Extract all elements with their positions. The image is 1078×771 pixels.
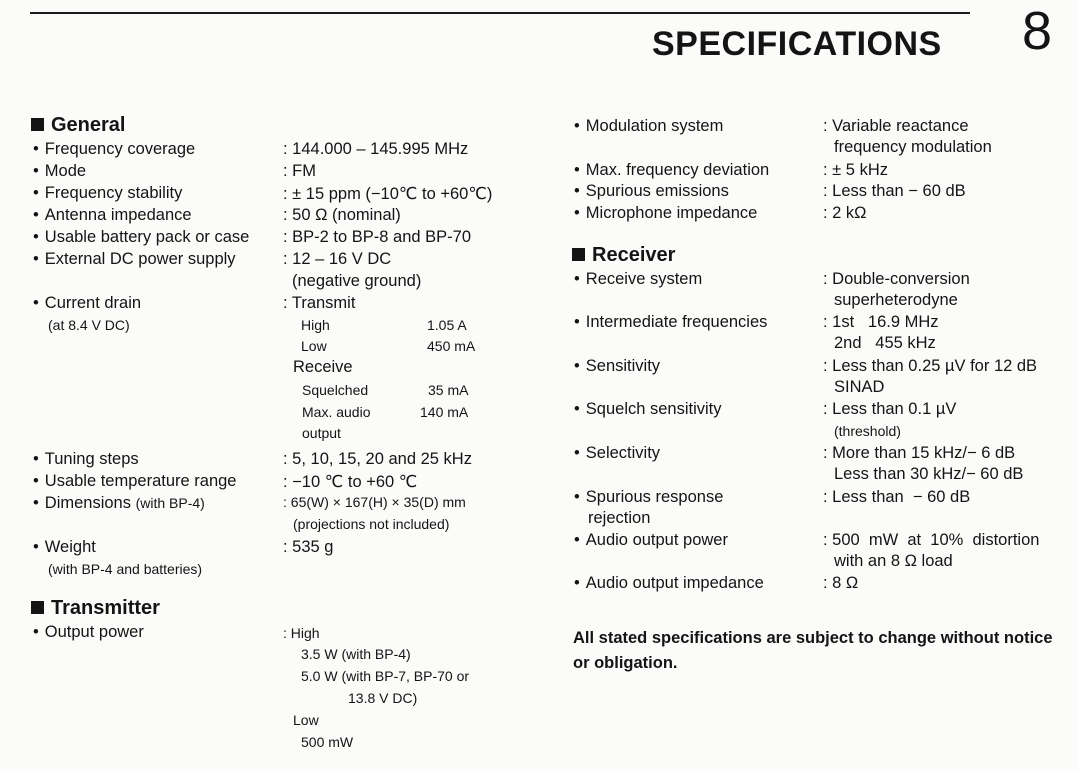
spec-label-antenna-impedance: • Antenna impedance	[33, 206, 192, 225]
spec-current-high-value: 1.05 A	[427, 317, 467, 333]
spec-value-spurious-response: : Less than − 60 dB	[823, 488, 971, 506]
spec-value-frequency-stability: : ± 15 ppm (−10℃ to +60℃)	[283, 185, 493, 203]
spec-value-battery: : BP-2 to BP-8 and BP-70	[283, 228, 472, 246]
square-bullet-icon	[572, 248, 585, 261]
spec-sublabel-weight: (with BP-4 and batteries)	[48, 561, 203, 577]
spec-value-sensitivity: : Less than 0.25 µV for 12 dB	[823, 357, 1038, 375]
spec-current-squelched-label: Squelched	[302, 382, 369, 398]
spec-value-output-high-1: 3.5 W (with BP-4)	[301, 646, 411, 662]
section-heading-transmitter: Transmitter	[31, 597, 160, 620]
spec-current-low-value: 450 mA	[427, 338, 476, 354]
spec-value-audio-power-2: with an 8 Ω load	[834, 552, 953, 570]
spec-value-spurious-emissions: : Less than − 60 dB	[823, 182, 966, 200]
spec-label-if: • Intermediate frequencies	[574, 313, 767, 332]
spec-value-output-high: : High	[283, 625, 320, 641]
footer-note: All stated specifications are subject to change without notice or obligation.	[573, 629, 1053, 672]
spec-label-dc-supply: • External DC power supply	[33, 250, 236, 269]
spec-current-output-label: output	[302, 425, 341, 441]
spec-label-spurious-response: • Spurious response	[574, 488, 723, 507]
spec-current-squelched-value: 35 mA	[428, 382, 469, 398]
spec-label-audio-power: • Audio output power	[574, 531, 728, 550]
spec-label-modulation: • Modulation system	[574, 117, 723, 136]
chapter-number: 8	[1022, 1, 1053, 61]
spec-value-dimensions: : 65(W) × 167(H) × 35(D) mm	[283, 494, 466, 510]
section-heading-general: General	[31, 114, 125, 137]
spec-label-weight: • Weight	[33, 538, 96, 557]
spec-current-high-label: High	[301, 317, 330, 333]
spec-sublabel-current-drain: (at 8.4 V DC)	[48, 317, 130, 333]
spec-value-dc-supply: : 12 – 16 V DC	[283, 250, 392, 268]
section-heading-receiver: Receiver	[572, 244, 675, 267]
spec-current-max-audio-value: 140 mA	[420, 404, 469, 420]
spec-value-selectivity-2: Less than 30 kHz/− 60 dB	[834, 465, 1024, 483]
spec-value-if-1st: : 1st 16.9 MHz	[823, 313, 939, 331]
spec-label-frequency-coverage: • Frequency coverage	[33, 140, 195, 159]
spec-value-temperature: : −10 ℃ to +60 ℃	[283, 473, 418, 491]
square-bullet-icon	[31, 601, 44, 614]
square-bullet-icon	[31, 118, 44, 131]
spec-value-selectivity: : More than 15 kHz/− 6 dB	[823, 444, 1016, 462]
spec-value-antenna-impedance: : 50 Ω (nominal)	[283, 206, 401, 224]
spec-label-output-power: • Output power	[33, 623, 144, 642]
spec-value-mode: : FM	[283, 162, 316, 180]
spec-label-squelch: • Squelch sensitivity	[574, 400, 722, 419]
spec-value-modulation-2: frequency modulation	[834, 138, 992, 156]
spec-label-max-deviation: • Max. frequency deviation	[574, 161, 769, 180]
spec-label-temperature: • Usable temperature range	[33, 472, 236, 491]
spec-value-max-deviation: : ± 5 kHz	[823, 161, 888, 179]
spec-label-battery: • Usable battery pack or case	[33, 228, 249, 247]
spec-value-receive-system: : Double-conversion	[823, 270, 970, 288]
spec-value-if-2nd: 2nd 455 kHz	[834, 334, 936, 352]
spec-value-transmit: : Transmit	[283, 294, 356, 312]
spec-label-spurious-emissions: • Spurious emissions	[574, 182, 729, 201]
spec-value-mic-impedance: : 2 kΩ	[823, 204, 867, 222]
header-rule	[30, 12, 970, 14]
spec-value-output-high-3: 13.8 V DC)	[348, 690, 418, 706]
spec-value-frequency-coverage: : 144.000 – 145.995 MHz	[283, 140, 469, 158]
spec-value-squelch: : Less than 0.1 µV	[823, 400, 957, 418]
spec-current-low-label: Low	[301, 338, 327, 354]
spec-value-modulation: : Variable reactance	[823, 117, 969, 135]
spec-value-dimensions-note: (projections not included)	[293, 516, 450, 532]
spec-value-tuning-steps: : 5, 10, 15, 20 and 25 kHz	[283, 450, 472, 468]
spec-value-sensitivity-2: SINAD	[834, 378, 885, 396]
spec-label-selectivity: • Selectivity	[574, 444, 660, 463]
spec-label-mode: • Mode	[33, 162, 86, 181]
spec-value-weight: : 535 g	[283, 538, 334, 556]
spec-label-frequency-stability: • Frequency stability	[33, 184, 182, 203]
spec-label-receive-system: • Receive system	[574, 270, 702, 289]
spec-label-spurious-response-2: rejection	[588, 509, 651, 527]
spec-value-squelch-2: (threshold)	[834, 423, 901, 439]
spec-label-sensitivity: • Sensitivity	[574, 357, 660, 376]
spec-label-dimensions: • Dimensions (with BP-4)	[33, 494, 205, 513]
spec-value-receive: Receive	[293, 358, 353, 376]
spec-label-tuning-steps: • Tuning steps	[33, 450, 139, 469]
spec-value-output-low-1: 500 mW	[301, 734, 354, 750]
page-title: SPECIFICATIONS	[652, 25, 942, 63]
spec-label-current-drain: • Current drain	[33, 294, 141, 313]
spec-value-dc-supply-note: (negative ground)	[292, 272, 422, 290]
spec-value-audio-impedance: : 8 Ω	[823, 574, 859, 592]
spec-value-receive-system-2: superheterodyne	[834, 291, 958, 309]
spec-label-mic-impedance: • Microphone impedance	[574, 204, 757, 223]
spec-label-audio-impedance: • Audio output impedance	[574, 574, 764, 593]
spec-value-output-high-2: 5.0 W (with BP-7, BP-70 or	[301, 668, 470, 684]
spec-value-audio-power: : 500 mW at 10% distortion	[823, 531, 1040, 549]
spec-value-output-low: Low	[293, 712, 319, 728]
spec-current-max-audio-label: Max. audio	[302, 404, 371, 420]
